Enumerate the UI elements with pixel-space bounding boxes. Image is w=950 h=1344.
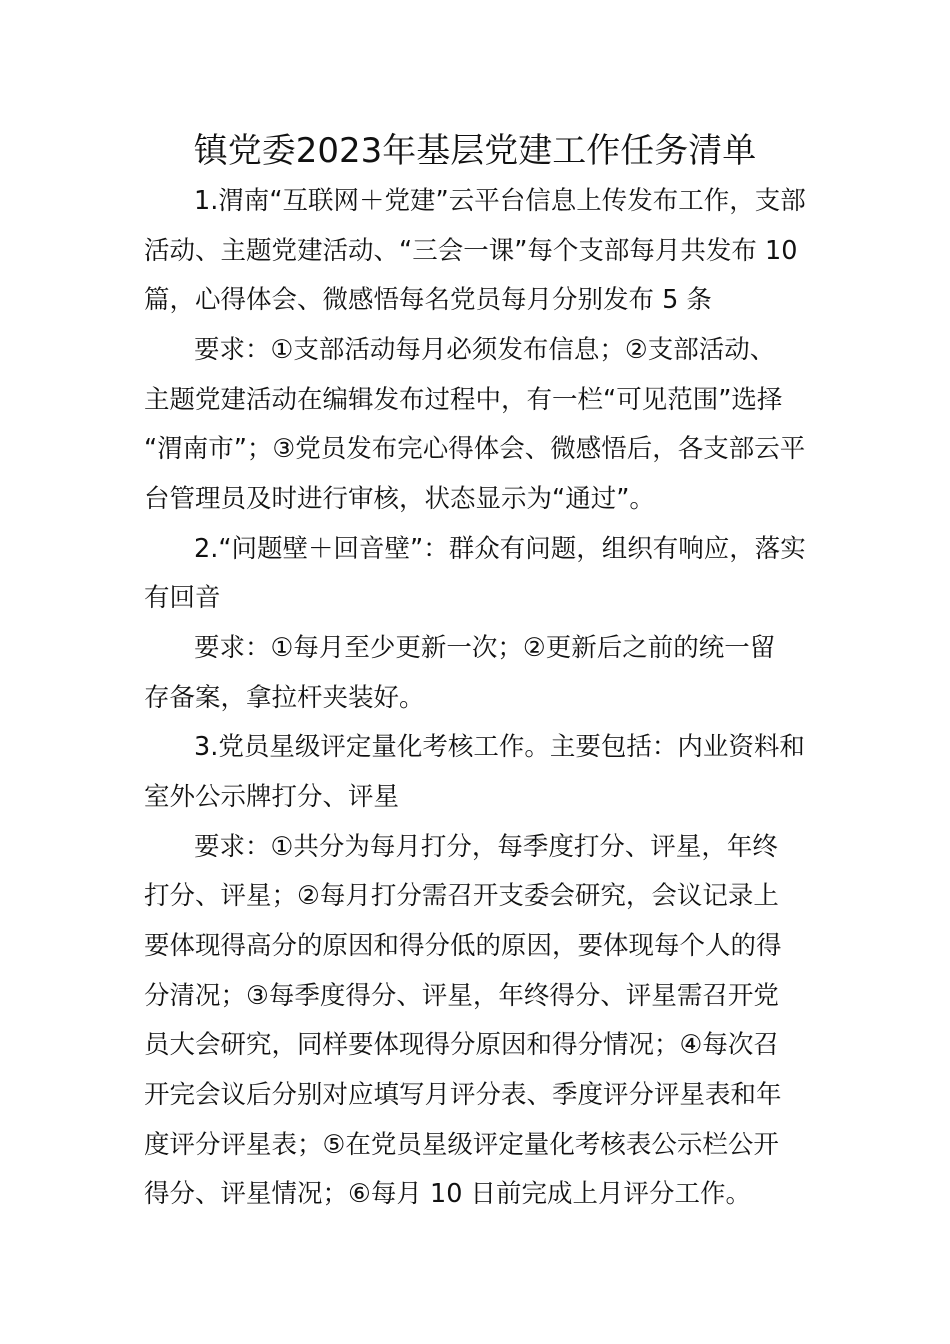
paragraph-line: 主题党建活动在编辑发布过程中，有一栏“可见范围”选择 bbox=[144, 385, 783, 415]
paragraph-line: 要体现得高分的原因和得分低的原因，要体现每个人的得 bbox=[144, 931, 782, 961]
paragraph-line: 得分、评星情况；⑥每月 10 日前完成上月评分工作。 bbox=[144, 1179, 752, 1209]
paragraph-line: 开完会议后分别对应填写月评分表、季度评分评星表和年 bbox=[144, 1080, 782, 1110]
paragraph-line: 台管理员及时进行审核，状态显示为“通过”。 bbox=[144, 484, 655, 514]
paragraph-line: 2.“问题壁＋回音壁”：群众有问题，组织有响应，落实 bbox=[194, 534, 806, 564]
paragraph-line: “渭南市”；③党员发布完心得体会、微感悟后，各支部云平 bbox=[144, 434, 806, 464]
paragraph-line: 存备案，拿拉杆夹装好。 bbox=[144, 683, 425, 713]
paragraph-line: 员大会研究，同样要体现得分原因和得分情况；④每次召 bbox=[144, 1030, 779, 1060]
paragraph-line: 3.党员星级评定量化考核工作。主要包括：内业资料和 bbox=[194, 732, 805, 762]
paragraph-line: 室外公示牌打分、评星 bbox=[144, 782, 400, 812]
paragraph-line: 要求：①支部活动每月必须发布信息；②支部活动、 bbox=[194, 335, 776, 365]
paragraph-line: 打分、评星；②每月打分需召开支委会研究，会议记录上 bbox=[144, 881, 779, 911]
paragraph-line: 要求：①每月至少更新一次；②更新后之前的统一留 bbox=[194, 633, 776, 663]
paragraph-line: 要求：①共分为每月打分，每季度打分、评星，年终 bbox=[194, 832, 778, 862]
paragraph-line: 度评分评星表；⑤在党员星级评定量化考核表公示栏公开 bbox=[144, 1130, 779, 1160]
paragraph-line: 分清况；③每季度得分、评星，年终得分、评星需召开党 bbox=[144, 981, 779, 1011]
document-title: 镇党委2023年基层党建工作任务清单 bbox=[193, 131, 757, 171]
paragraph-line: 篇，心得体会、微感悟每名党员每月分别发布 5 条 bbox=[144, 285, 712, 315]
paragraph-line: 有回音 bbox=[144, 583, 221, 613]
paragraph-line: 活动、主题党建活动、“三会一课”每个支部每月共发布 10 bbox=[144, 236, 798, 266]
paragraph-line: 1.渭南“互联网＋党建”云平台信息上传发布工作，支部 bbox=[194, 186, 806, 216]
